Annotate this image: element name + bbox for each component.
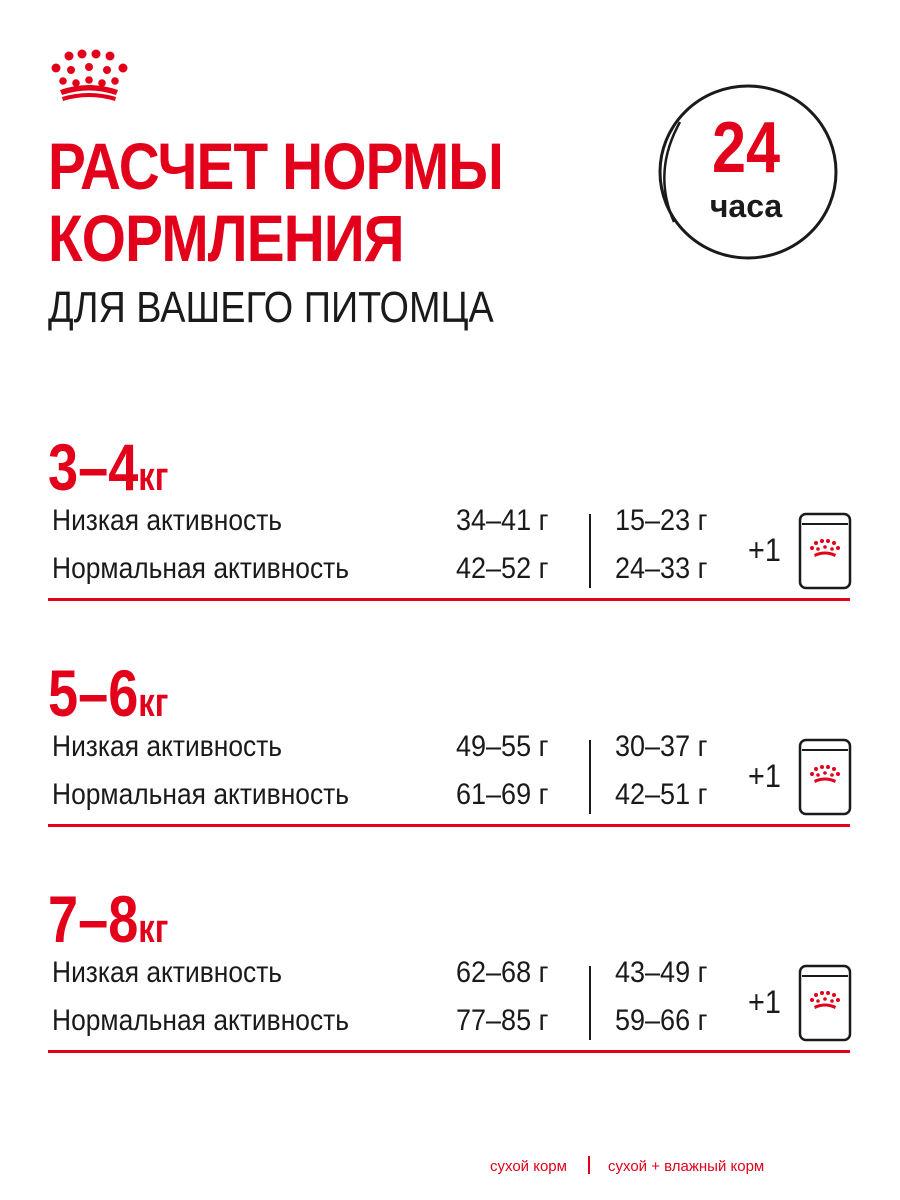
activity-label: Низкая активность [52, 956, 283, 989]
plus-one-pouch: +1 [748, 984, 781, 1020]
wet-food-pouch-icon [798, 738, 852, 816]
weight-section [48, 884, 850, 1054]
legend-dry-food: сухой корм [490, 1158, 567, 1175]
weight-unit: кг [138, 455, 169, 499]
column-divider [589, 966, 591, 1040]
dry-food-amount: 61–69 г [456, 778, 549, 811]
dry-food-amount: 49–55 г [456, 730, 549, 763]
mixed-food-amount: 30–37 г [615, 730, 708, 763]
dry-food-amount: 77–85 г [456, 1004, 549, 1037]
weight-section [48, 658, 850, 828]
weight-unit: кг [138, 907, 169, 951]
title-line-1: РАСЧЕТ НОРМЫ [48, 129, 503, 203]
section-divider [48, 824, 850, 827]
mixed-food-amount: 24–33 г [615, 552, 708, 585]
badge-unit: часа [709, 188, 783, 224]
activity-label: Низкая активность [52, 730, 283, 763]
plus-one-pouch: +1 [748, 758, 781, 794]
hours-badge [650, 82, 842, 264]
mixed-food-amount: 15–23 г [615, 504, 708, 537]
title-line-2: КОРМЛЕНИЯ [48, 201, 404, 275]
dry-food-amount: 42–52 г [456, 552, 549, 585]
dry-food-amount: 62–68 г [456, 956, 549, 989]
legend-mixed-food: сухой + влажный корм [608, 1158, 765, 1175]
column-divider [589, 514, 591, 588]
activity-label: Нормальная активность [52, 778, 350, 811]
weight-heading [48, 884, 168, 954]
activity-label: Низкая активность [52, 504, 283, 537]
page-subtitle: ДЛЯ ВАШЕГО ПИТОМЦА [48, 283, 494, 332]
mixed-food-amount: 43–49 г [615, 956, 708, 989]
activity-label: Нормальная активность [52, 552, 350, 585]
badge-number: 24 [711, 108, 781, 188]
wet-food-pouch-icon [798, 512, 852, 590]
weight-unit: кг [138, 681, 169, 725]
crown-logo-icon [46, 48, 136, 104]
page-title [48, 130, 503, 274]
weight-heading [48, 432, 168, 502]
legend-divider [588, 1156, 590, 1174]
weight-range: 5–6 [48, 656, 139, 730]
wet-food-pouch-icon [798, 964, 852, 1042]
column-divider [589, 740, 591, 814]
section-divider [48, 598, 850, 601]
weight-heading [48, 658, 168, 728]
dry-food-amount: 34–41 г [456, 504, 549, 537]
activity-label: Нормальная активность [52, 1004, 350, 1037]
mixed-food-amount: 42–51 г [615, 778, 708, 811]
mixed-food-amount: 59–66 г [615, 1004, 708, 1037]
weight-range: 7–8 [48, 882, 139, 956]
weight-range: 3–4 [48, 430, 139, 504]
section-divider [48, 1050, 850, 1053]
weight-section [48, 432, 850, 602]
plus-one-pouch: +1 [748, 532, 781, 568]
